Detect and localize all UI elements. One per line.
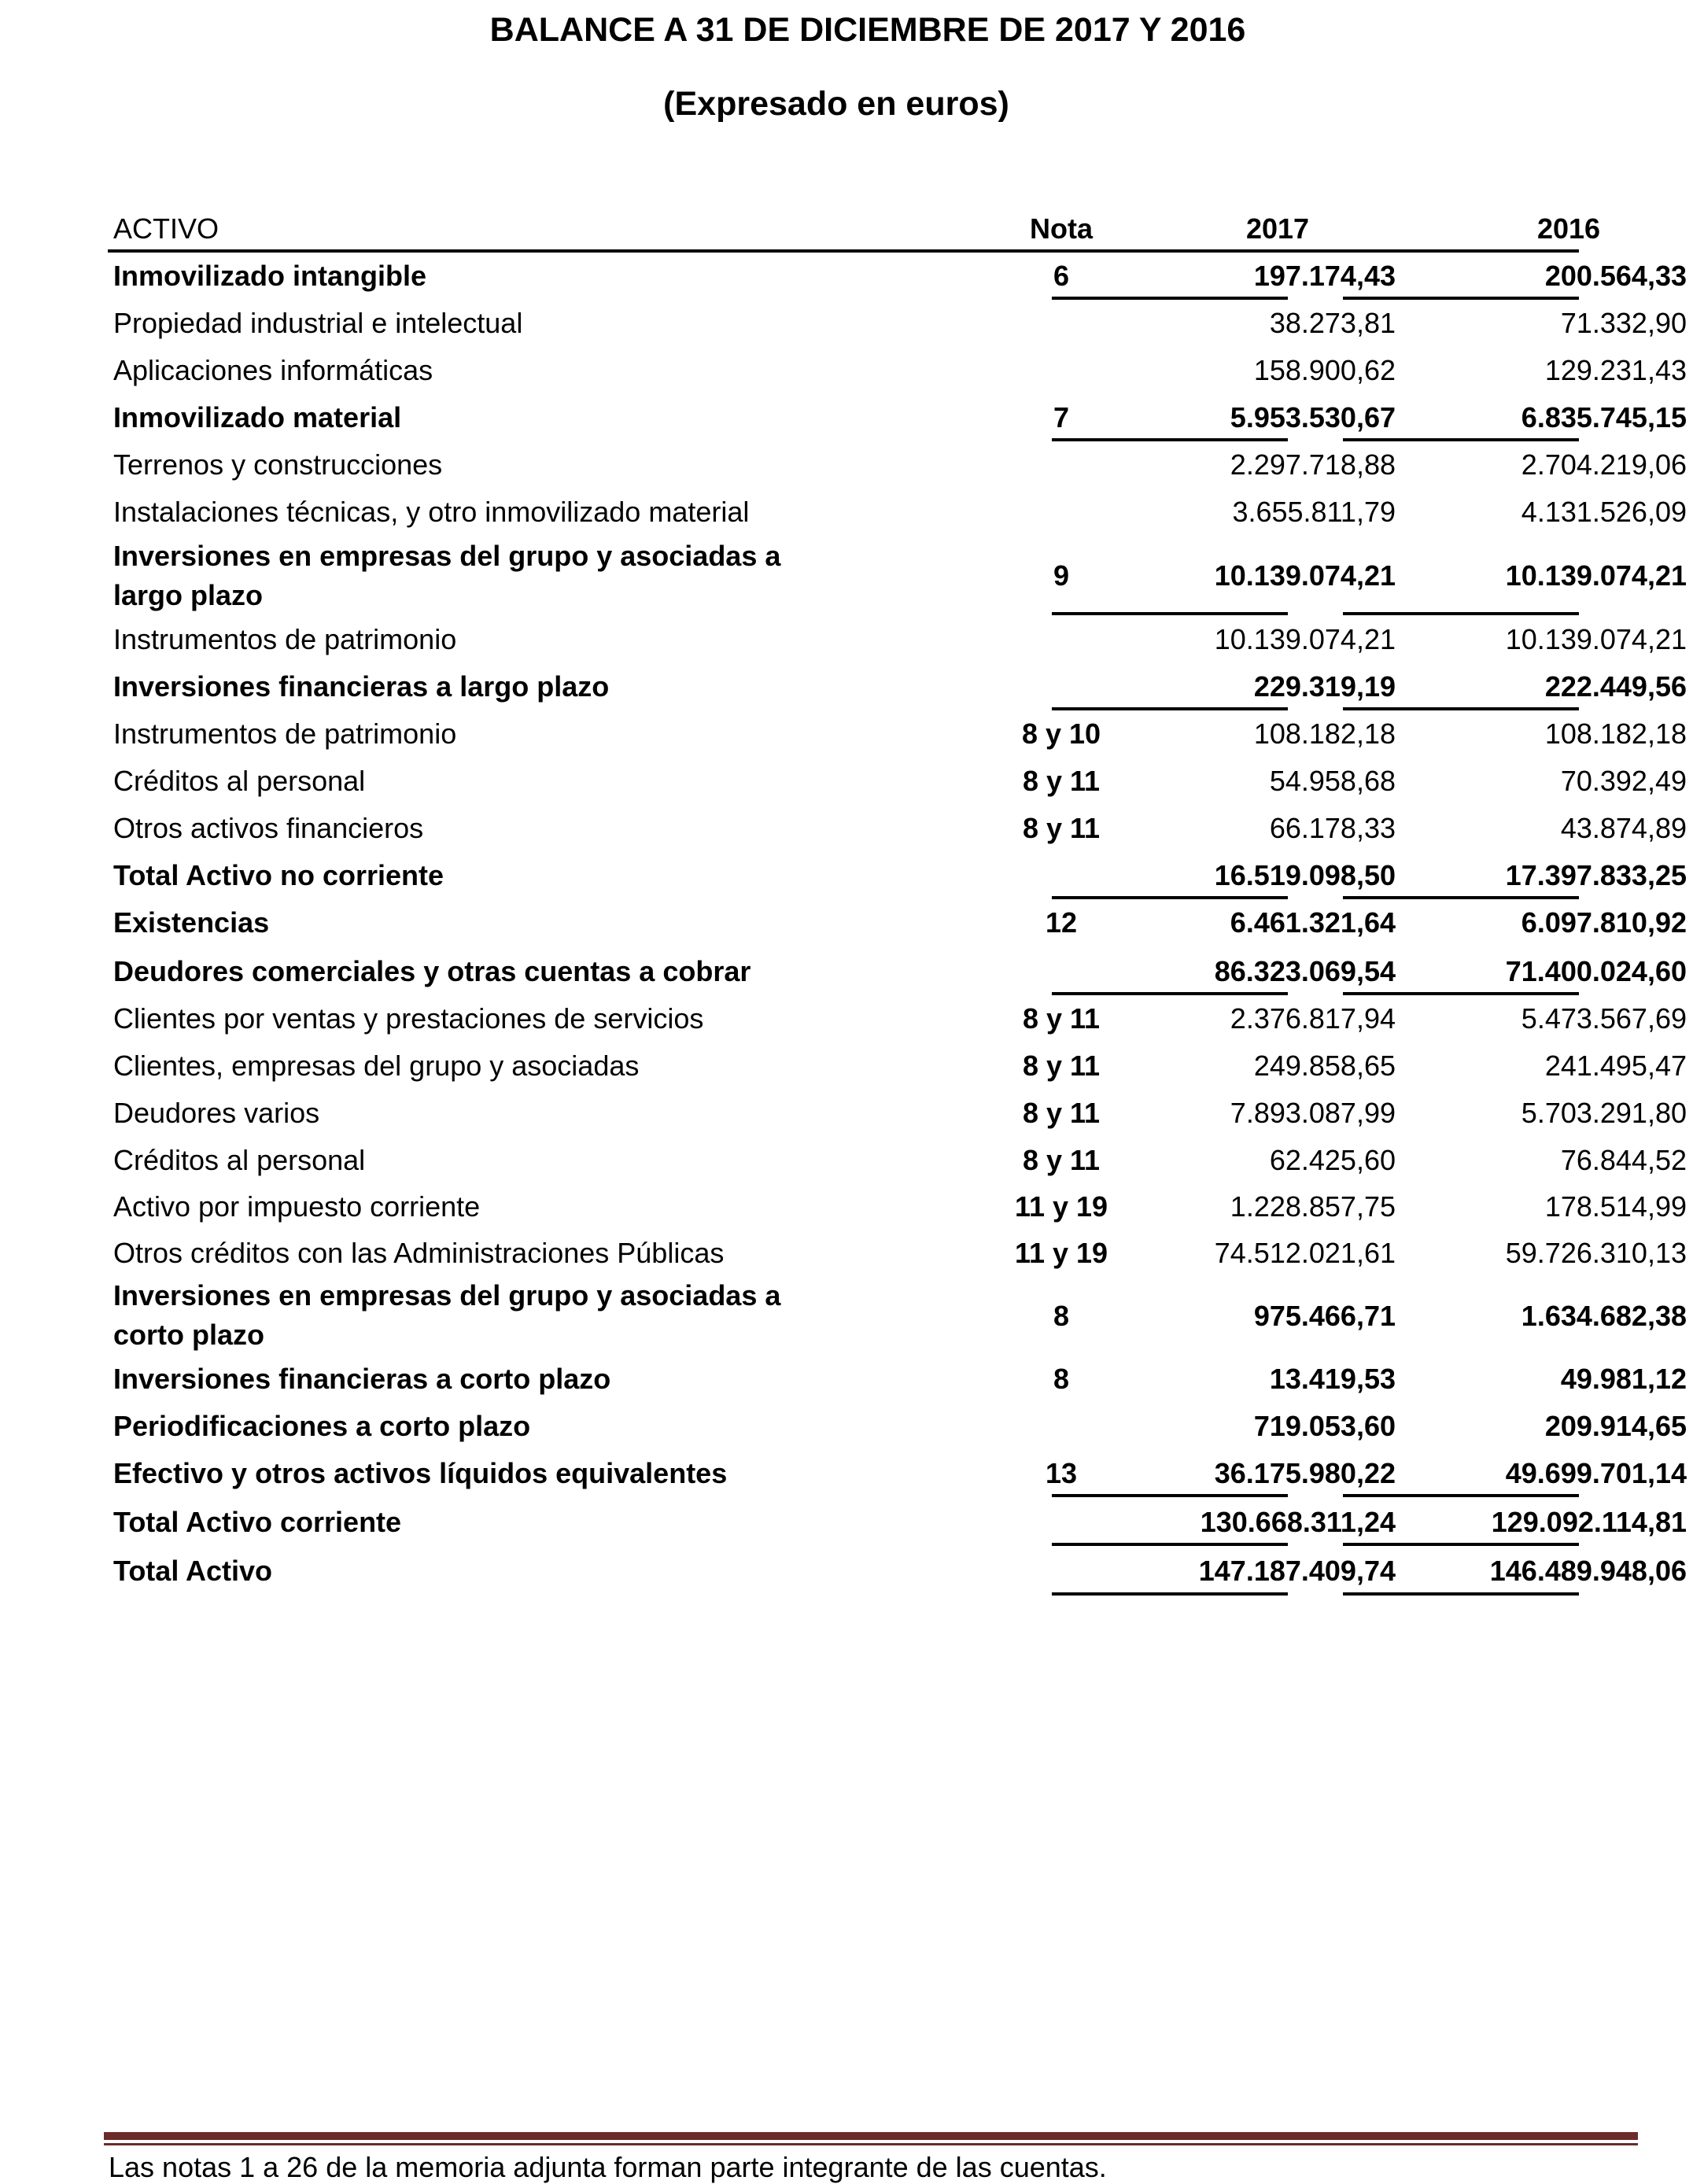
subtotal-rule bbox=[1343, 707, 1579, 710]
subtotal-rule bbox=[1052, 707, 1288, 710]
document-title: BALANCE A 31 DE DICIEMBRE DE 2017 Y 2016 bbox=[489, 11, 1246, 49]
subtotal-rule bbox=[1343, 438, 1579, 441]
subtotal-rule bbox=[1343, 1494, 1579, 1497]
subtotal-rule bbox=[1343, 992, 1579, 995]
footer-rule bbox=[104, 2132, 1638, 2140]
subtotal-rule bbox=[1052, 1543, 1288, 1546]
subtotal-rule bbox=[1343, 612, 1579, 615]
header-2016: 2016 bbox=[1536, 212, 1601, 245]
subtotal-rule bbox=[1343, 1543, 1579, 1546]
subtotal-rule bbox=[1343, 896, 1579, 899]
total-rule bbox=[1343, 1592, 1579, 1596]
header-underline bbox=[108, 249, 1579, 253]
subtotal-rule bbox=[1343, 297, 1579, 300]
header-activo: ACTIVO bbox=[113, 212, 219, 245]
subtotal-rule bbox=[1052, 297, 1288, 300]
subtotal-rule bbox=[1052, 438, 1288, 441]
subtotal-rule bbox=[1052, 992, 1288, 995]
subtotal-rule bbox=[1052, 896, 1288, 899]
footer-rule bbox=[104, 2143, 1638, 2145]
document-subtitle: (Expresado en euros) bbox=[663, 85, 1009, 123]
header-nota: Nota bbox=[1030, 212, 1093, 245]
footer-note: Las notas 1 a 26 de la memoria adjunta forman parte integrante de las cuentas. bbox=[109, 2151, 1107, 2183]
subtotal-rule bbox=[1052, 612, 1288, 615]
subtotal-rule bbox=[1052, 1494, 1288, 1497]
total-rule bbox=[1052, 1592, 1288, 1596]
header-2017: 2017 bbox=[1245, 212, 1310, 245]
